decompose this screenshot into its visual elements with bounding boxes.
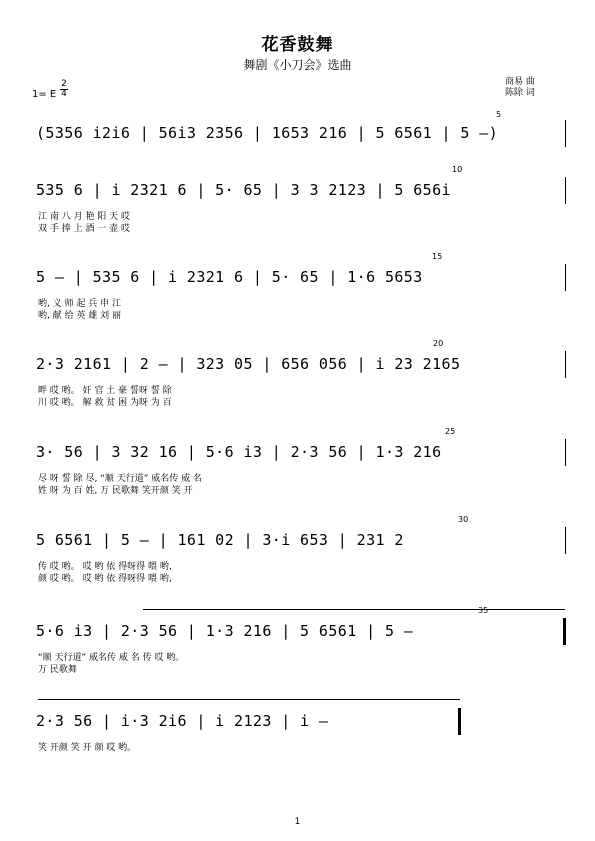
song-subtitle: 舞剧《小刀会》选曲: [243, 58, 352, 72]
lyrics-verse-1: 笑 开颜 笑 开 颜 哎 哟。: [38, 743, 137, 753]
jianpu-notes: 5 — | 535 6 | i 2321 6 | 5· 65 | 1·6 5653: [36, 268, 423, 286]
repeat-end-barline: [563, 618, 566, 645]
final-barline: [458, 708, 461, 735]
lyrics-verse-2: 川 哎 哟。 解 救 贫 困 为呀 为 百: [38, 398, 172, 408]
measure-number: 5: [496, 110, 502, 119]
time-signature: [60, 80, 68, 99]
lyrics-verse-2: 颜 哎 哟。 哎 哟 依 得呀得 喂 哟,: [38, 574, 172, 584]
jianpu-notes: (5356 i2i6 | 56i3 2356 | 1653 216 | 5 6561 | 5 —): [36, 124, 499, 142]
measure-number: 10: [452, 165, 463, 174]
barline: [565, 120, 566, 147]
composer-credit: 商易 曲: [505, 77, 535, 87]
measure-number: 35: [478, 606, 489, 615]
jianpu-notes: 5·6 i3 | 2·3 56 | 1·3 216 | 5 6561 | 5 —: [36, 622, 414, 640]
lyrics-verse-1: 传 哎 哟。 哎 哟 依 得呀得 喂 哟,: [38, 562, 172, 572]
measure-number: 25: [445, 427, 456, 436]
barline: [565, 439, 566, 466]
barline: [565, 527, 566, 554]
time-numerator: 2: [61, 79, 67, 89]
key-signature: 1= E: [32, 89, 57, 100]
credits: [505, 77, 535, 99]
page-number: 1: [294, 817, 301, 827]
lyricist-credit: 陈除 词: [505, 88, 535, 98]
measure-number: 15: [432, 252, 443, 261]
lyrics-verse-1: 尽 呀 誓 除 尽, “顺 天行道” 威名传 威 名: [38, 474, 202, 484]
measure-number: 30: [458, 515, 469, 524]
lyrics-verse-1: 畔 哎 哟。 奸 官 土 豪 誓呀 誓 除: [38, 386, 172, 396]
jianpu-notes: 5 6561 | 5 — | 161 02 | 3·i 653 | 231 2: [36, 531, 404, 549]
jianpu-notes: 2·3 2161 | 2 — | 323 05 | 656 056 | i 23 2165: [36, 355, 461, 373]
barline: [565, 177, 566, 204]
volta-bracket: [143, 609, 565, 611]
jianpu-notes: 2·3 56 | i·3 2i6 | i 2123 | i —: [36, 712, 329, 730]
jianpu-notes: 535 6 | i 2321 6 | 5· 65 | 3 3 2123 | 5 656i: [36, 181, 451, 199]
time-denominator: 4: [61, 89, 67, 99]
jianpu-notes: 3· 56 | 3 32 16 | 5·6 i3 | 2·3 56 | 1·3 216: [36, 443, 442, 461]
lyrics-verse-2: 姓 呀 为 百 姓, 万 民歌舞 笑开颜 笑 开: [38, 486, 193, 496]
lyrics-verse-1: 江 南 八 月 艳 阳 天 哎: [38, 212, 131, 222]
measure-number: 20: [433, 339, 444, 348]
lyrics-verse-1: 哟, 义 师 起 兵 申 江: [38, 299, 122, 309]
lyrics-verse-2: 万 民歌舞: [38, 665, 77, 675]
barline: [565, 351, 566, 378]
lyrics-verse-2: 哟, 献 给 英 雄 刘 丽: [38, 311, 122, 321]
lyrics-verse-1: “顺 天行道” 威名传 威 名 传 哎 哟。: [38, 653, 185, 663]
song-title: 花香鼓舞: [261, 35, 334, 55]
volta-bracket-2: [38, 699, 460, 701]
lyrics-verse-2: 双 手 捧 上 酒 一 壶 哎: [38, 224, 131, 234]
barline: [565, 264, 566, 291]
